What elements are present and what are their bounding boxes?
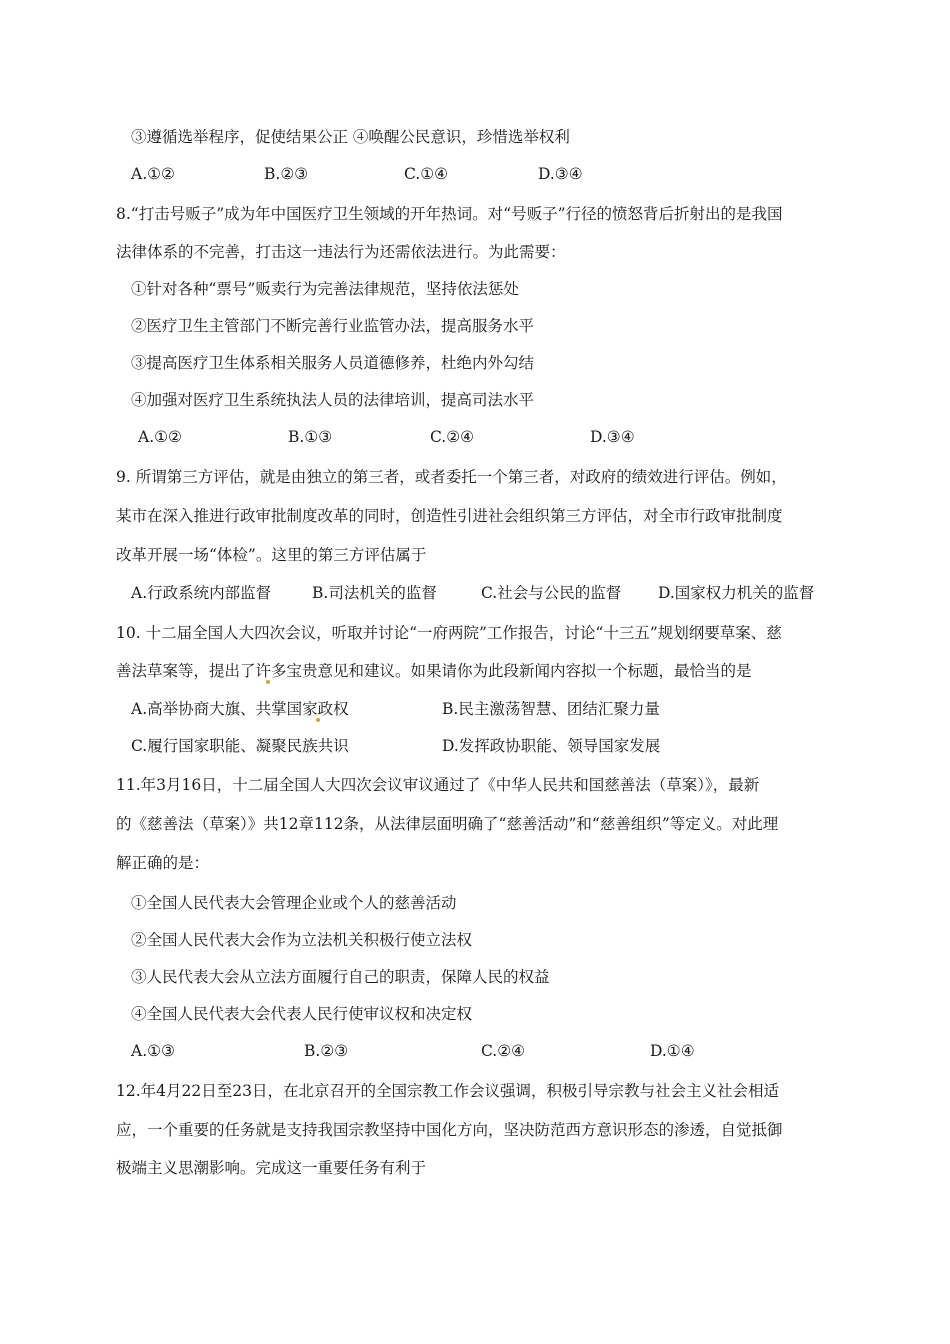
q8-item-1: ①针对各种“票号”贩卖行为完善法律规范，坚持依法惩处 <box>131 280 519 298</box>
q11-option-a: A.①③ <box>131 1042 175 1060</box>
q8-option-b: B.①③ <box>288 428 333 446</box>
q8-item-2: ②医疗卫生主管部门不断完善行业监管办法，提高服务水平 <box>131 317 535 335</box>
q8-stem-line-2: 法律体系的不完善，打击这一违法行为还需依法进行。为此需要： <box>116 243 566 261</box>
q7-option-b: B.②③ <box>264 165 309 183</box>
q11-item-2: ②全国人民代表大会作为立法机关积极行使立法权 <box>131 931 473 949</box>
q9-option-b: B.司法机关的监督 <box>312 584 437 602</box>
q9-stem-line-2: 某市在深入推进行政审批制度改革的同时，创造性引进社会组织第三方评估，对全市行政审批制度 <box>116 507 783 525</box>
q9-option-d: D.国家权力机关的监督 <box>658 584 815 602</box>
q10-option-d: D.发挥政协职能、领导国家发展 <box>442 737 661 755</box>
q11-option-d: D.①④ <box>650 1042 695 1060</box>
q11-item-3: ③人民代表大会从立法方面履行自己的职责，保障人民的权益 <box>131 968 550 986</box>
q10-stem-line-1: 10. 十二届全国人大四次会议，听取并讨论“一府两院”工作报告，讨论“十三五”规划纲要草案、慈 <box>116 624 782 642</box>
q12-stem-line-1: 12.年4月22日至23日，在北京召开的全国宗教工作会议强调，积极引导宗教与社会主义社会相适 <box>116 1082 779 1100</box>
q12-stem-line-3: 极端主义思潮影响。完成这一重要任务有利于 <box>116 1159 427 1177</box>
q8-option-c: C.②④ <box>430 428 475 446</box>
q8-stem-line-1: 8.“打击号贩子”成为年中国医疗卫生领域的开年热词。对“号贩子”行径的愤怒背后折射出的是我国 <box>116 205 783 223</box>
q11-option-b: B.②③ <box>304 1042 349 1060</box>
q10-option-b: B.民主激荡智慧、团结汇聚力量 <box>442 700 660 718</box>
q10-option-a: A.高举协商大旗、共掌国家政权 <box>131 700 349 718</box>
q7-option-a: A.①② <box>131 165 175 183</box>
q9-option-c: C.社会与公民的监督 <box>481 584 622 602</box>
q11-item-4: ④全国人民代表大会代表人民行使审议权和决定权 <box>131 1005 473 1023</box>
q10-option-c: C.履行国家职能、凝聚民族共识 <box>131 737 349 755</box>
q7-item-line: ③遵循选举程序，促使结果公正 ④唤醒公民意识，珍惜选举权利 <box>131 128 570 146</box>
q10-stem-line-2: 善法草案等，提出了许多宝贵意见和建议。如果请你为此段新闻内容拟一个标题，最恰当的是 <box>116 662 752 680</box>
q8-option-d: D.③④ <box>590 428 635 446</box>
ink-dot-mark <box>316 718 320 722</box>
q11-stem-line-3: 解正确的是： <box>116 854 210 872</box>
q11-option-c: C.②④ <box>481 1042 526 1060</box>
q7-option-c: C.①④ <box>404 165 449 183</box>
q12-stem-line-2: 应，一个重要的任务就是支持我国宗教坚持中国化方向，坚决防范西方意识形态的渗透，自觉抵御 <box>116 1121 783 1139</box>
q8-item-3: ③提高医疗卫生体系相关服务人员道德修养，杜绝内外勾结 <box>131 354 535 372</box>
q11-stem-line-1: 11.年3月16日，十二届全国人大四次会议审议通过了《中华人民共和国慈善法（草案）》，最新 <box>116 776 760 794</box>
ink-dot-mark <box>266 680 270 684</box>
q8-option-a: A.①② <box>138 428 182 446</box>
q9-option-a: A.行政系统内部监督 <box>131 584 272 602</box>
q11-item-1: ①全国人民代表大会管理企业或个人的慈善活动 <box>131 894 457 912</box>
q9-stem-line-1: 9. 所谓第三方评估，就是由独立的第三者，或者委托一个第三者，对政府的绩效进行评估。例如， <box>116 468 787 486</box>
q7-option-d: D.③④ <box>538 165 583 183</box>
q8-item-4: ④加强对医疗卫生系统执法人员的法律培训，提高司法水平 <box>131 391 535 409</box>
q11-stem-line-2: 的《慈善法（草案）》共12章112条，从法律层面明确了“慈善活动”和“慈善组织”等定义。对此理 <box>116 815 779 833</box>
q9-stem-line-3: 改革开展一场“体检”。这里的第三方评估属于 <box>116 546 427 564</box>
